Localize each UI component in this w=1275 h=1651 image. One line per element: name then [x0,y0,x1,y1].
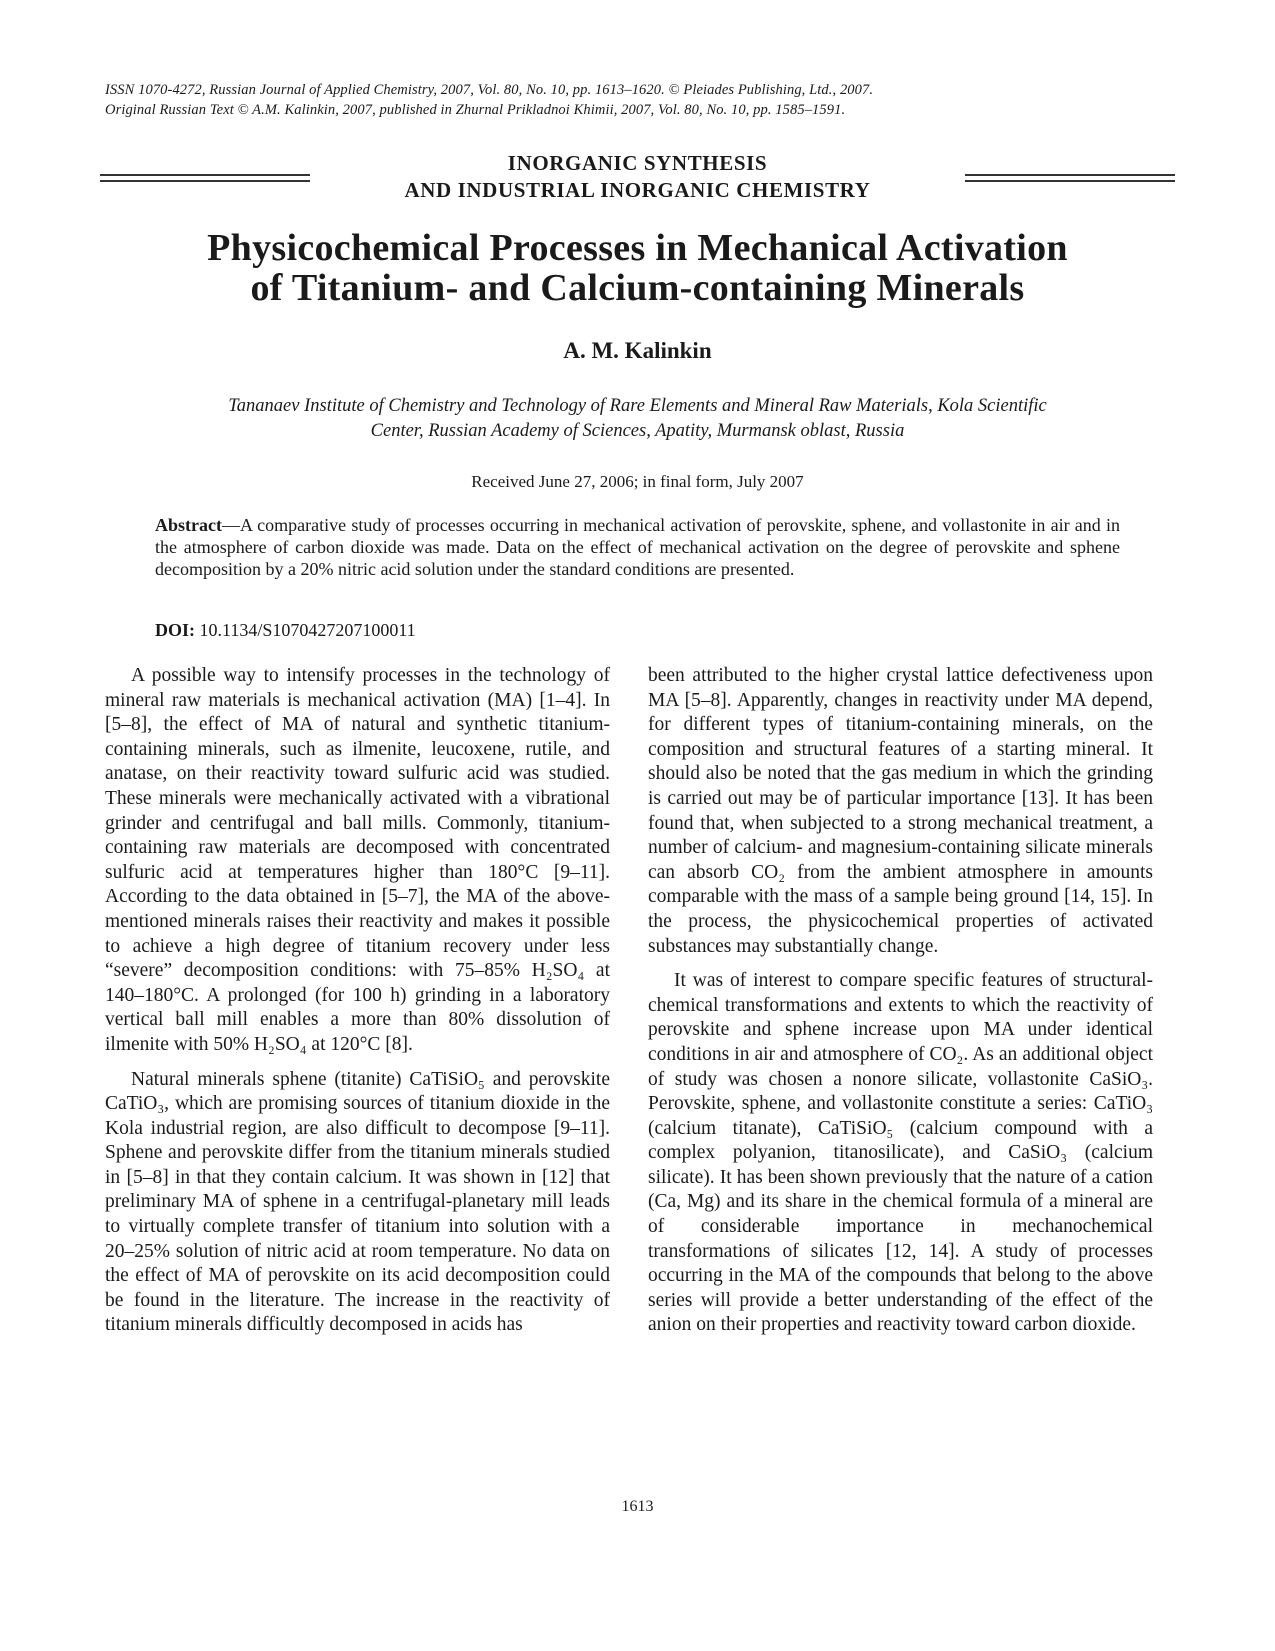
affiliation-line-1: Tananaev Institute of Chemistry and Technology of Rare Elements and Mineral Raw Materials, Kola Scientific [228,396,1047,416]
affiliation [120,394,1155,444]
header-line-2: Original Russian Text © A.M. Kalinkin, 2007, published in Zhurnal Prikladnoi Khimii, 2007, Vol. 80, No. 10, pp. 1585–1591. [105,102,846,118]
section-line-1: INORGANIC SYNTHESIS [507,151,768,175]
paragraph: A possible way to intensify processes in the technology of mineral raw materials is mechanical activation (MA) [1–4]. In [5–8], the effect of MA of natural and synthetic titanium-containing minerals, such as ilmenite, leucoxene, rutile, and anatase, on their reactivity toward sulfuric acid was studied. These minerals were mechanically activated with a vibrational grinder and centrifugal and ball mills. Commonly, titanium-containing raw materials are decomposed with concentrated sulfuric acid at temperatures higher than 180°C [9–11]. According to the data obtained in [5–7], the MA of the above-mentioned minerals raises their reactivity and makes it possible to achieve a high degree of titanium recovery under less “severe” decomposition conditions: with 75–85% H₂SO₄ at 140–180°C. A prolonged (for 100 h) grinding in a laboratory vertical ball mill enables a more than 80% dissolution of ilmenite with 50% H₂SO₄ at 120°C [8]. [105,665,610,1055]
section-rule-left [100,174,310,182]
section-heading [100,150,1175,210]
doi-label: DOI: [155,620,195,640]
doi-value: 10.1134/S1070427207100011 [199,620,416,640]
running-header [105,80,1175,120]
paragraph: Natural minerals sphene (titanite) CaTiSiO₅ and perovskite CaTiO₃, which are promising sources of titanium dioxide in the Kola industrial region, are also difficult to decompose [9–11]. Sphene and perovskite differ from the titanium minerals studied in [5–8] in that they contain calcium. It was shown in [12] that preliminary MA of sphene in a centrifugal-planetary mill leads to virtually complete transfer of titanium into solution with a 20–25% solution of nitric acid at room temperature. No data on the effect of MA of perovskite on its acid decomposition could be found in the literature. The increase in the reactivity of titanium minerals difficultly decomposed in acids has [105,1068,610,1336]
title-line-1: Physicochemical Processes in Mechanical Activation [207,227,1068,269]
doi [155,620,416,641]
author: A. M. Kalinkin [563,338,712,363]
section-line-2: AND INDUSTRIAL INORGANIC CHEMISTRY [404,178,871,202]
abstract [155,514,1120,580]
received-date: Received June 27, 2006; in final form, July 2007 [471,472,804,491]
title-line-2: of Titanium- and Calcium-containing Minerals [250,267,1025,309]
paragraph: It was of interest to compare specific features of structural-chemical transformations and extents to which the reactivity of perovskite and sphene increase upon MA under identical conditions in air and atmosphere of CO₂. As an additional object of study was chosen a nonore silicate, vollastonite CaSiO₃. Perovskite, sphene, and vollastonite constitute a series: CaTiO₃ (calcium titanate), CaTiSiO₅ (calcium compound with a complex polyanion, titanosilicate), and CaSiO₃ (calcium silicate). It has been shown previously that the nature of a cation (Ca, Mg) and its share in the chemical formula of a mineral are of considerable importance in mechanochemical transformations of silicates [12, 14]. A study of processes occurring in the MA of the compounds that belong to the above series will provide a better understanding of the effect of the anion on their properties and reactivity toward carbon dioxide. [648,970,1153,1336]
page-number: 1613 [621,1498,654,1515]
body-column-left [105,664,610,1348]
paragraph: been attributed to the higher crystal lattice defectiveness upon MA [5–8]. Apparently, changes in reactivity under MA depend, for different types of titanium-containing minerals, on the composition and structural features of a starting mineral. It should also be noted that the gas medium in which the grinding is carried out may be of particular importance [13]. It has been found that, when subjected to a strong mechanical treatment, a number of calcium- and magnesium-containing silicate minerals can absorb CO₂ from the ambient atmosphere in amounts comparable with the mass of a sample being ground [14, 15]. In the process, the physicochemical properties of activated substances may substantially change. [648,665,1153,957]
affiliation-line-2: Center, Russian Academy of Sciences, Apatity, Murmansk oblast, Russia [370,421,905,441]
section-rule-right [965,174,1175,182]
abstract-text: —A comparative study of processes occurring in mechanical activation of perovskite, sphene, and vollastonite in air and in the atmosphere of carbon dioxide was made. Data on the effect of mechanical activation on the degree of perovskite and sphene decomposition by a 20% nitric acid solution under the standard conditions are presented. [155,515,1120,579]
header-line-1: ISSN 1070-4272, Russian Journal of Applied Chemistry, 2007, Vol. 80, No. 10, pp. 1613–1620. © Pleiades Publishing, Ltd., 2007. [105,82,874,98]
paper-title [100,228,1175,308]
abstract-label: Abstract [155,515,222,535]
body-column-right [648,664,1153,1348]
